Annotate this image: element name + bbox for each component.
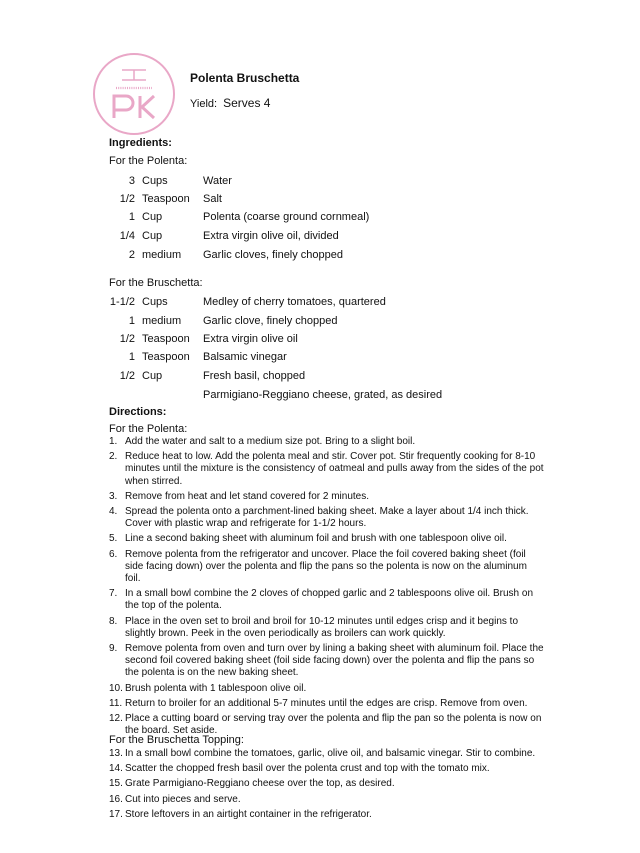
ingredient-unit: medium (142, 249, 182, 261)
ingredient-qty: 1/2 (119, 193, 135, 205)
step-text: Cut into pieces and serve. (125, 793, 241, 805)
ingredient-row (0, 175, 640, 189)
ingredient-qty: 1 (128, 211, 135, 223)
ingredient-unit: Cup (142, 211, 163, 223)
step-text: Store leftovers in an airtight container in the refrigerator. (125, 808, 372, 820)
ingredient-item: Extra virgin olive oil, divided (203, 230, 339, 242)
direction-step (109, 763, 544, 775)
step-text: Scatter the chopped fresh basil over the polenta crust and top with the tomato mix. (125, 763, 490, 775)
bruschetta-steps-list (109, 748, 544, 824)
ingredient-unit: Teaspoon (142, 193, 190, 205)
ingredient-qty: 1 (128, 315, 135, 327)
ingredient-item: Parmigiano-Reggiano cheese, grated, as desired (203, 389, 443, 401)
step-number: 8. (109, 615, 118, 627)
step-text: In a small bowl combine the 2 cloves of chopped garlic and 2 tablespoons olive oil. Brush on the top of the polenta. (125, 588, 534, 612)
polenta-steps-list (109, 436, 544, 740)
step-text: Grate Parmigiano-Reggiano cheese over the top, as desired. (125, 778, 395, 790)
step-number: 14. (109, 763, 123, 775)
directions-bruschetta-heading: For the Bruschetta Topping: (109, 734, 244, 746)
polenta-ingredients-heading: For the Polenta: (109, 155, 188, 167)
step-text: Remove polenta from oven and turn over by lining a baking sheet with aluminum foil. Place the second foil covered baking sheet (foil side facing down) over the polenta and flip the pans so the polenta is on the new baking sheet. (125, 643, 544, 679)
ingredient-qty: 3 (128, 175, 135, 187)
ingredient-qty: 2 (128, 249, 135, 261)
recipe-yield (190, 96, 270, 110)
yield-value: Serves 4 (223, 96, 271, 110)
step-text: Place in the oven set to broil and broil for 10-12 minutes until edges crisp and it begins to slightly brown. Peek in the oven periodically as broilers can work quickly. (125, 615, 519, 639)
direction-step (109, 809, 544, 821)
ingredient-item: Garlic cloves, finely chopped (203, 249, 344, 261)
bruschetta-ingredients-heading: For the Bruschetta: (109, 277, 203, 289)
ingredient-item: Salt (203, 193, 222, 205)
step-number: 5. (109, 533, 118, 545)
directions-polenta-heading: For the Polenta: (109, 423, 188, 435)
ingredient-row (0, 296, 640, 310)
ingredient-row (0, 389, 640, 403)
direction-step (109, 683, 544, 695)
step-text: Brush polenta with 1 tablespoon olive oil. (125, 682, 307, 694)
step-text: Place a cutting board or serving tray over the polenta and flip the pan so the polenta is now on the board. Set aside. (125, 713, 542, 737)
ingredient-item: Medley of cherry tomatoes, quartered (203, 296, 386, 308)
ingredient-qty: 1/4 (119, 230, 135, 242)
direction-step (109, 491, 544, 503)
step-number: 7. (109, 588, 118, 600)
ingredient-unit: Teaspoon (142, 351, 190, 363)
step-text: Return to broiler for an additional 5-7 minutes until the edges are crisp. Remove from oven. (125, 697, 528, 709)
direction-step (109, 616, 544, 640)
direction-step (109, 533, 544, 545)
step-number: 16. (109, 793, 123, 805)
direction-step (109, 506, 544, 530)
step-text: Remove polenta from the refrigerator and uncover. Place the foil covered baking sheet (foil side facing down) over the polenta and flip the pans so the polenta is now on the aluminum foil. (125, 548, 527, 585)
ingredient-unit: Cup (142, 230, 163, 242)
ingredient-item: Fresh basil, chopped (203, 370, 306, 382)
recipe-title: Polenta Bruschetta (190, 71, 300, 85)
pk-logo-icon (92, 52, 176, 136)
ingredient-row (0, 193, 640, 207)
ingredient-qty: 1 (128, 351, 135, 363)
direction-step (109, 643, 544, 680)
ingredient-qty: 1/2 (119, 370, 135, 382)
step-number: 17. (109, 808, 123, 820)
ingredient-row (0, 333, 640, 347)
step-text: Line a second baking sheet with aluminum foil and brush with one tablespoon olive oil. (125, 533, 507, 545)
step-number: 11. (109, 697, 123, 709)
ingredient-row (0, 370, 640, 384)
step-number: 4. (109, 506, 118, 518)
step-number: 9. (109, 643, 118, 655)
step-number: 1. (109, 436, 118, 447)
step-text: Remove from heat and let stand covered for 2 minutes. (125, 490, 370, 502)
step-number: 3. (109, 490, 118, 502)
step-text: Spread the polenta onto a parchment-lined baking sheet. Make a layer about 1/4 inch thick. Cover with plastic wrap and refrigerate for 1-1/2 hours. (125, 506, 529, 530)
ingredient-row (0, 315, 640, 329)
ingredient-unit: Cups (142, 175, 168, 187)
step-number: 6. (109, 548, 118, 560)
ingredient-item: Polenta (coarse ground cornmeal) (203, 211, 370, 223)
ingredient-row (0, 351, 640, 365)
direction-step (109, 588, 544, 612)
step-number: 13. (109, 748, 123, 759)
ingredient-row (0, 230, 640, 244)
step-number: 10. (109, 682, 123, 694)
direction-step (109, 778, 544, 790)
ingredient-qty: 1/2 (119, 333, 135, 345)
ingredient-qty: 1-1/2 (109, 296, 135, 308)
direction-step (109, 698, 544, 710)
step-text: In a small bowl combine the tomatoes, garlic, olive oil, and balsamic vinegar. Stir to combine. (125, 748, 536, 759)
ingredient-unit: Teaspoon (142, 333, 190, 345)
step-number: 12. (109, 713, 123, 725)
ingredient-row (0, 249, 640, 263)
ingredient-row (0, 211, 640, 225)
ingredient-item: Balsamic vinegar (203, 351, 287, 363)
step-text: Reduce heat to low. Add the polenta meal and stir. Cover pot. Stir frequently cooking for 8-10 minutes until the mixture is the consistency of oatmeal and pulls away from the sides of the pot when stirred. (125, 451, 544, 487)
step-number: 2. (109, 451, 118, 463)
direction-step (109, 748, 544, 760)
ingredient-unit: Cups (142, 296, 168, 308)
direction-step (109, 794, 544, 806)
ingredient-item: Garlic clove, finely chopped (203, 315, 338, 327)
ingredients-heading: Ingredients: (109, 137, 172, 149)
step-number: 15. (109, 778, 123, 790)
directions-heading: Directions: (109, 406, 167, 418)
ingredient-unit: medium (142, 315, 182, 327)
ingredient-item: Water (203, 175, 232, 187)
direction-step (109, 451, 544, 488)
step-text: Add the water and salt to a medium size pot. Bring to a slight boil. (125, 436, 416, 447)
direction-step (109, 436, 544, 448)
direction-step (109, 549, 544, 586)
ingredient-unit: Cup (142, 370, 163, 382)
yield-label: Yield: (190, 98, 218, 110)
ingredient-item: Extra virgin olive oil (203, 333, 298, 345)
